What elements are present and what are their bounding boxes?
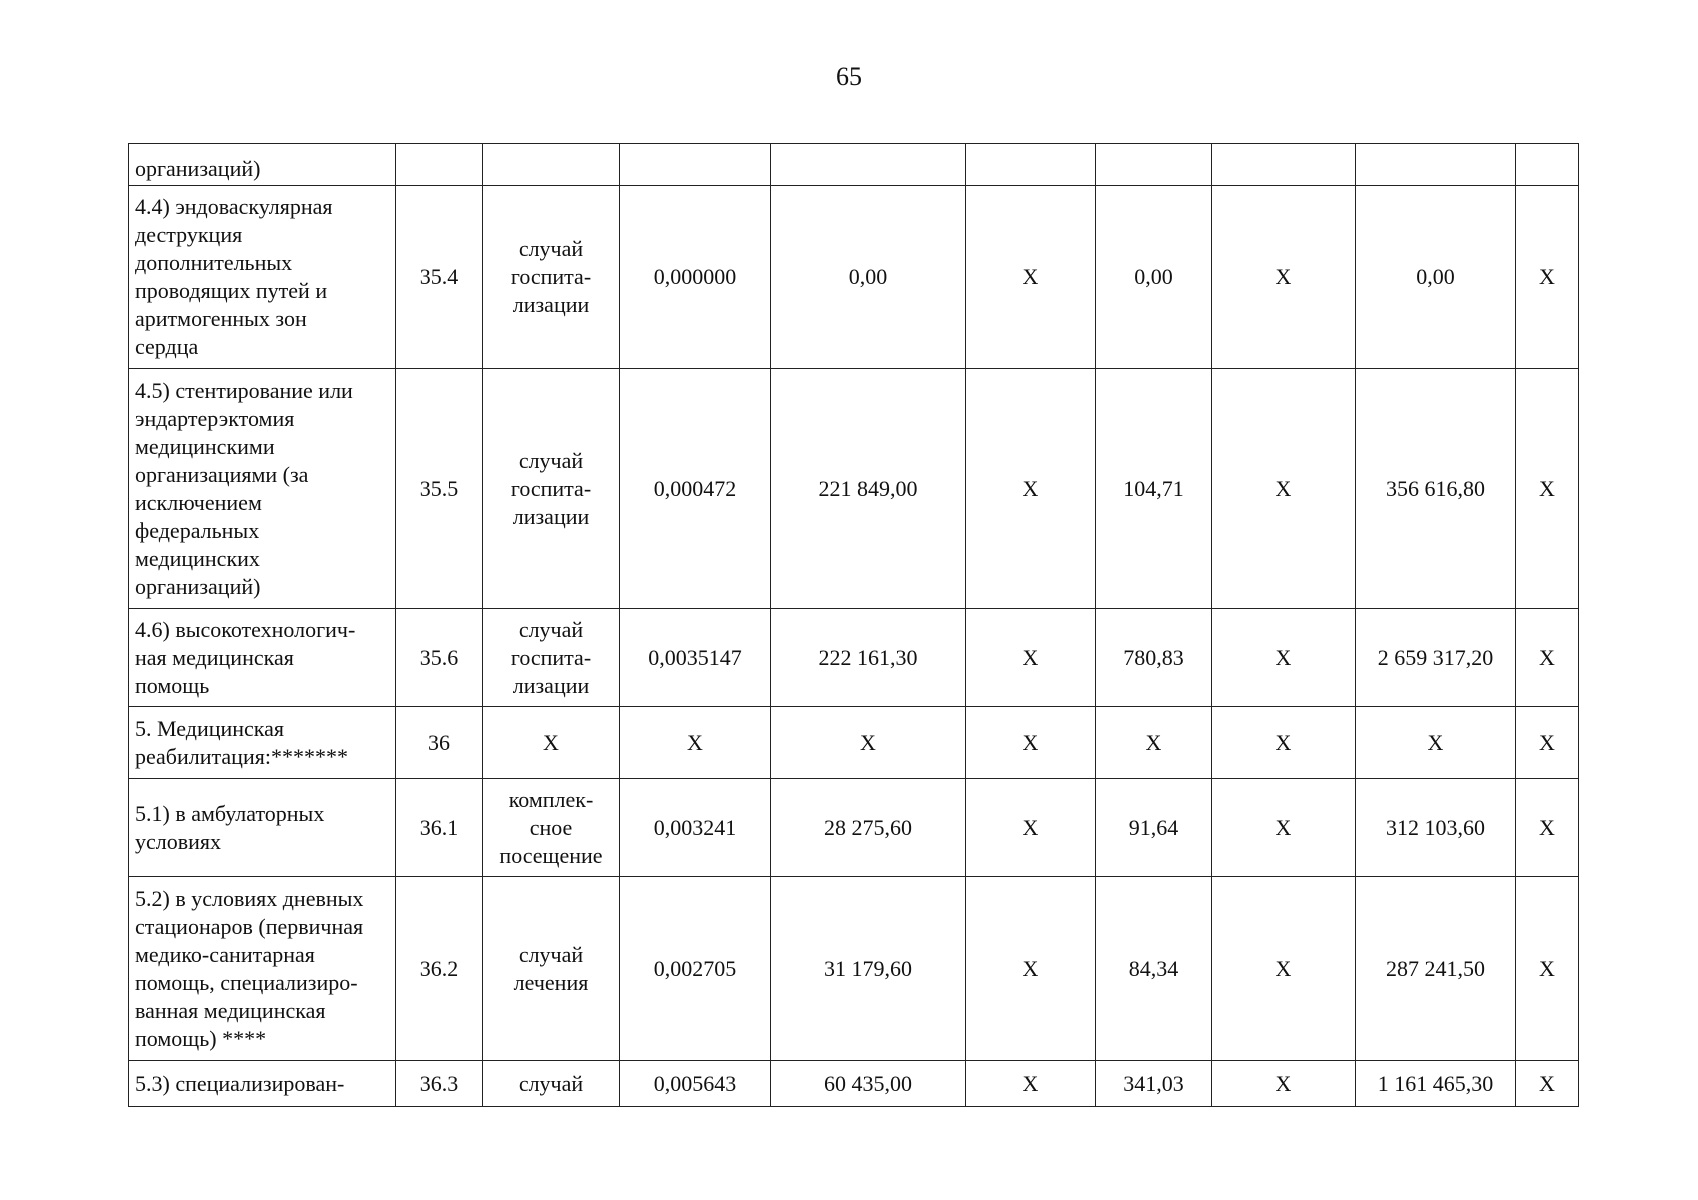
budget-per-capita-cell: Х [966, 1061, 1096, 1107]
row-name-line: 5. Медицинская [135, 715, 285, 741]
percent-cell: Х [1516, 779, 1579, 877]
table-row [129, 186, 1579, 369]
norm-cost-cell: 0,00 [771, 186, 966, 369]
oms-per-capita-cell: 341,03 [1096, 1061, 1212, 1107]
row-unit-cell [483, 877, 620, 1061]
row-unit-line: лизации [512, 292, 590, 317]
norm-volume-cell: 0,000000 [620, 186, 771, 369]
row-name-line: организаций) [135, 156, 261, 181]
budget-per-capita-cell: Х [966, 779, 1096, 877]
budget-per-capita-cell: Х [966, 609, 1096, 707]
row-name-line: 4.4) эндоваскулярная [135, 194, 333, 219]
budget-total-cell: Х [1212, 779, 1356, 877]
row-name-line: помощь) **** [135, 1025, 267, 1051]
row-name-line: медико-санитарная [135, 941, 315, 967]
oms-per-capita-cell: 0,00 [1096, 186, 1212, 369]
oms-total-cell: 0,00 [1356, 186, 1516, 369]
row-name-line: дополнительных [135, 250, 293, 275]
row-unit-line: случай [518, 447, 584, 473]
percent-cell: Х [1516, 609, 1579, 707]
oms-total-cell: 1 161 465,30 [1356, 1061, 1516, 1107]
row-name-line: медицинских [135, 545, 260, 571]
row-name-cell [129, 609, 396, 707]
oms-total-cell: Х [1356, 707, 1516, 779]
oms-total-cell [1356, 144, 1516, 186]
budget-total-cell: Х [1212, 1061, 1356, 1107]
budget-per-capita-cell: Х [966, 369, 1096, 609]
data-table [128, 143, 1579, 1107]
row-number-cell [396, 144, 483, 186]
norm-volume-cell [620, 144, 771, 186]
row-name-cell [129, 144, 396, 186]
row-unit-line: лечения [513, 969, 589, 995]
norm-volume-cell: 0,005643 [620, 1061, 771, 1107]
budget-total-cell: Х [1212, 877, 1356, 1061]
row-name-line: 5.1) в амбулаторных [135, 800, 325, 826]
table-row [129, 369, 1579, 609]
percent-cell: Х [1516, 186, 1579, 369]
table-row [129, 877, 1579, 1061]
row-name-cell [129, 369, 396, 609]
row-name-cell [129, 707, 396, 779]
oms-per-capita-cell: 84,34 [1096, 877, 1212, 1061]
norm-cost-cell [771, 144, 966, 186]
norm-cost-cell: 222 161,30 [771, 609, 966, 707]
row-unit-line: госпита- [510, 644, 592, 670]
table-body [129, 144, 1579, 1107]
row-unit-cell [483, 707, 620, 779]
row-unit-cell [483, 186, 620, 369]
row-unit-cell [483, 1061, 620, 1107]
row-name-line: 4.6) высокотехнологич- [135, 616, 356, 642]
row-name-line: реабилитация:******* [135, 743, 348, 769]
norm-volume-cell: Х [620, 707, 771, 779]
row-unit-line: случай [518, 236, 584, 261]
row-unit-cell [483, 144, 620, 186]
row-name-line: деструкция [135, 222, 243, 247]
oms-total-cell: 2 659 317,20 [1356, 609, 1516, 707]
row-unit-line: случай [518, 1070, 584, 1096]
row-name-line: 5.3) специализирован- [135, 1070, 345, 1096]
percent-cell [1516, 144, 1579, 186]
budget-per-capita-cell [966, 144, 1096, 186]
norm-cost-cell: 221 849,00 [771, 369, 966, 609]
row-name-line: 4.5) стентирование или [135, 377, 353, 403]
row-name-cell [129, 877, 396, 1061]
norm-cost-cell: 60 435,00 [771, 1061, 966, 1107]
row-unit-cell [483, 779, 620, 877]
budget-total-cell: Х [1212, 186, 1356, 369]
row-name-line: ная медицинская [135, 644, 294, 670]
oms-per-capita-cell: 104,71 [1096, 369, 1212, 609]
row-unit-line: комплек- [508, 786, 594, 812]
row-name-line: помощь, специализиро- [135, 969, 358, 995]
oms-total-cell: 287 241,50 [1356, 877, 1516, 1061]
budget-per-capita-cell: Х [966, 186, 1096, 369]
row-unit-line: Х [543, 729, 559, 755]
row-name-line: помощь [135, 672, 210, 698]
row-number-cell: 35.5 [396, 369, 483, 609]
norm-cost-cell: 28 275,60 [771, 779, 966, 877]
percent-cell: Х [1516, 369, 1579, 609]
row-number-cell: 36.3 [396, 1061, 483, 1107]
row-name-line: медицинскими [135, 433, 275, 459]
row-unit-line: лизации [512, 672, 590, 698]
budget-total-cell: Х [1212, 369, 1356, 609]
row-number-cell: 35.4 [396, 186, 483, 369]
row-name-cell [129, 186, 396, 369]
row-number-cell: 36.2 [396, 877, 483, 1061]
norm-volume-cell: 0,003241 [620, 779, 771, 877]
row-name-line: стационаров (первичная [135, 913, 364, 939]
row-number-cell: 35.6 [396, 609, 483, 707]
row-name-line: федеральных [135, 517, 260, 543]
budget-total-cell: Х [1212, 707, 1356, 779]
row-name-line: организаций) [135, 573, 261, 599]
table-row [129, 144, 1579, 186]
row-name-line: исключением [135, 489, 262, 515]
row-number-cell: 36.1 [396, 779, 483, 877]
row-name-line: аритмогенных зон [135, 306, 307, 331]
row-name-line: ванная медицинская [135, 997, 326, 1023]
budget-per-capita-cell: Х [966, 707, 1096, 779]
percent-cell: Х [1516, 877, 1579, 1061]
row-unit-line: госпита- [510, 264, 592, 289]
table-row [129, 707, 1579, 779]
oms-per-capita-cell [1096, 144, 1212, 186]
percent-cell: Х [1516, 707, 1579, 779]
row-name-line: эндартерэктомия [135, 405, 295, 431]
norm-cost-cell: Х [771, 707, 966, 779]
row-name-line: сердца [135, 334, 199, 359]
row-unit-line: лизации [512, 503, 590, 529]
norm-volume-cell: 0,000472 [620, 369, 771, 609]
percent-cell: Х [1516, 1061, 1579, 1107]
row-name-line: организациями (за [135, 461, 309, 487]
row-name-cell [129, 1061, 396, 1107]
oms-total-cell: 312 103,60 [1356, 779, 1516, 877]
oms-total-cell: 356 616,80 [1356, 369, 1516, 609]
oms-per-capita-cell: 91,64 [1096, 779, 1212, 877]
table-row [129, 1061, 1579, 1107]
budget-total-cell: Х [1212, 609, 1356, 707]
norm-cost-cell: 31 179,60 [771, 877, 966, 1061]
row-name-line: проводящих путей и [135, 278, 328, 303]
budget-per-capita-cell: Х [966, 877, 1096, 1061]
norm-volume-cell: 0,0035147 [620, 609, 771, 707]
row-unit-line: сное [529, 814, 573, 840]
norm-volume-cell: 0,002705 [620, 877, 771, 1061]
budget-total-cell [1212, 144, 1356, 186]
row-name-cell [129, 779, 396, 877]
row-name-line: 5.2) в условиях дневных [135, 885, 364, 911]
row-unit-line: случай [518, 616, 584, 642]
page-number: 65 [836, 62, 862, 91]
row-unit-cell [483, 609, 620, 707]
oms-per-capita-cell: Х [1096, 707, 1212, 779]
table-row [129, 779, 1579, 877]
row-unit-cell [483, 369, 620, 609]
row-unit-line: посещение [499, 842, 603, 868]
row-name-line: условиях [135, 828, 222, 854]
row-unit-line: случай [518, 941, 584, 967]
row-unit-line: госпита- [510, 475, 592, 501]
row-number-cell: 36 [396, 707, 483, 779]
table-row [129, 609, 1579, 707]
oms-per-capita-cell: 780,83 [1096, 609, 1212, 707]
